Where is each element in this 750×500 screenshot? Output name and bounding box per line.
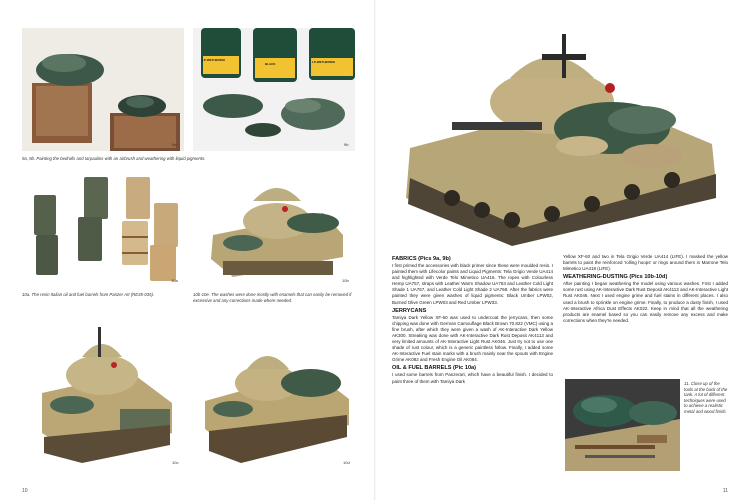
page-number-right: 11 [722, 488, 728, 494]
photo-9a-label: 9a [172, 142, 177, 147]
page-number-left: 10 [22, 488, 28, 494]
photo-11 [565, 379, 680, 471]
photo-10a-label: 10a [171, 278, 178, 283]
photo-10c [22, 313, 184, 469]
photo-10d [193, 313, 355, 469]
paragraph-weathering-dusting: After painting I began weathering the model using various washes. First I added some rust using AK-Interactive Dark Rust Deposit AK4113 and AK-Interactive Light Rust AK046. Next I used engine grime and fuel stains in different places. I also used a brush to sprinkle on engine grime. Finally, to produce a dusty finish, I used AK-Interactive Africa Dust Effects AK022. Keep in mind that all the weathering products are enamel based so you can easily remove any excess and make corrections when they're needed. [563, 281, 728, 323]
photo-10a [22, 165, 184, 287]
heading-fabrics: FABRICS (Pics 9a, 9b) [392, 256, 451, 262]
jar-label-3: LP-WETHERING [312, 60, 336, 64]
text-column-2 [563, 254, 728, 325]
caption-9: 9a, 9b. Painting the bedrolls and tarpaulins with an airbrush and weathering with liquid pigments. [22, 156, 206, 161]
text-column-1 [392, 254, 553, 386]
heading-weathering-dusting: WEATHERING-DUSTING (Pics 10b-10d) [563, 274, 668, 281]
paragraph-oil-fuel-barrels: I used some barrels from Panzerart, which have a beautiful finish. I decided to paint three of them with Tamiya Dark [392, 372, 553, 384]
caption-10b: 10b-10e. The washes were done mostly with enamels that can easily be removed if excessive and any corrections made where needed. [193, 292, 352, 303]
photo-10b [193, 165, 355, 287]
paragraph-barrels-continued: Yellow XF-60 and two in Tela Grigio Verde UA414 (LIFE). I masked the yellow barrels to paint the reinforced 'rolling hoops' or rings around them in Marrone Telo Mimetico UA418 (LIFE). [563, 254, 728, 272]
photo-10c-label: 10c [172, 460, 179, 465]
photo-tank-main [392, 28, 728, 248]
jar-label-2: BLACK [265, 62, 276, 66]
caption-11: 11. Close up of the tools at the back of the tank. A lot of different techniques were used to achieve a realistic metal and wood finish. [684, 381, 728, 414]
caption-10a: 10a. The resin Italian oil and fuel barrels from Panzer Art (RE35-035). [22, 292, 155, 297]
photo-10b-label: 10b [342, 278, 349, 283]
photo-9a [22, 28, 184, 151]
paragraph-jerrycans: Tamiya Dark Yellow XF-60 was used to undercoat the jerrycans, then some chipping was done with German Camouflage Black Brown 70.822 (VMC) using a fine brush, after which they were given a wash of AK-Interactive Dark Yellow AK300. Streaking was done with AK-Interactive Dark Rust Deposit AK4113 and very limited amounts of AK-Interactive Light Rust AK046. Just try not to use one shade of rust colour, which is a generic paintless follow. Finally, I added some AK-Interactive Fuel stain marks with a brush mainly near the spouts with Engine Grime AK082 and Fresh Engine Oil AK084. [392, 314, 553, 363]
heading-jerrycans: JERRYCANS [392, 307, 427, 314]
photo-9b-label: 9b [344, 142, 349, 147]
spine-gutter [374, 0, 376, 500]
photo-10d-label: 10d [343, 460, 350, 465]
photo-9b [193, 28, 355, 151]
heading-oil-fuel-barrels: OIL & FUEL BARRELS (Pic 10a) [392, 365, 477, 372]
paragraph-fabrics: I first primed the accessories with black primer since these were moulded resin. I painted them with Lifecolor paints and Liquid Pigments: Tela Grigio Verde UA414 and highlighted with Verde Telo Mimetico UA416. The ropes with Colourless Hemp UA757, straps with Leather Warm Shadow UA763 and Leather Cold Light Shade 1 UA767, and Leather Cold Light Shade 2 UA768. After the fabrics were painted they were given washes of liquid pigments: Black Umber LPW02, Burned Olive Green LPW03 and Red Umber LPW33. [392, 263, 553, 305]
jar-label-1: LP-WETHERING [202, 58, 226, 62]
